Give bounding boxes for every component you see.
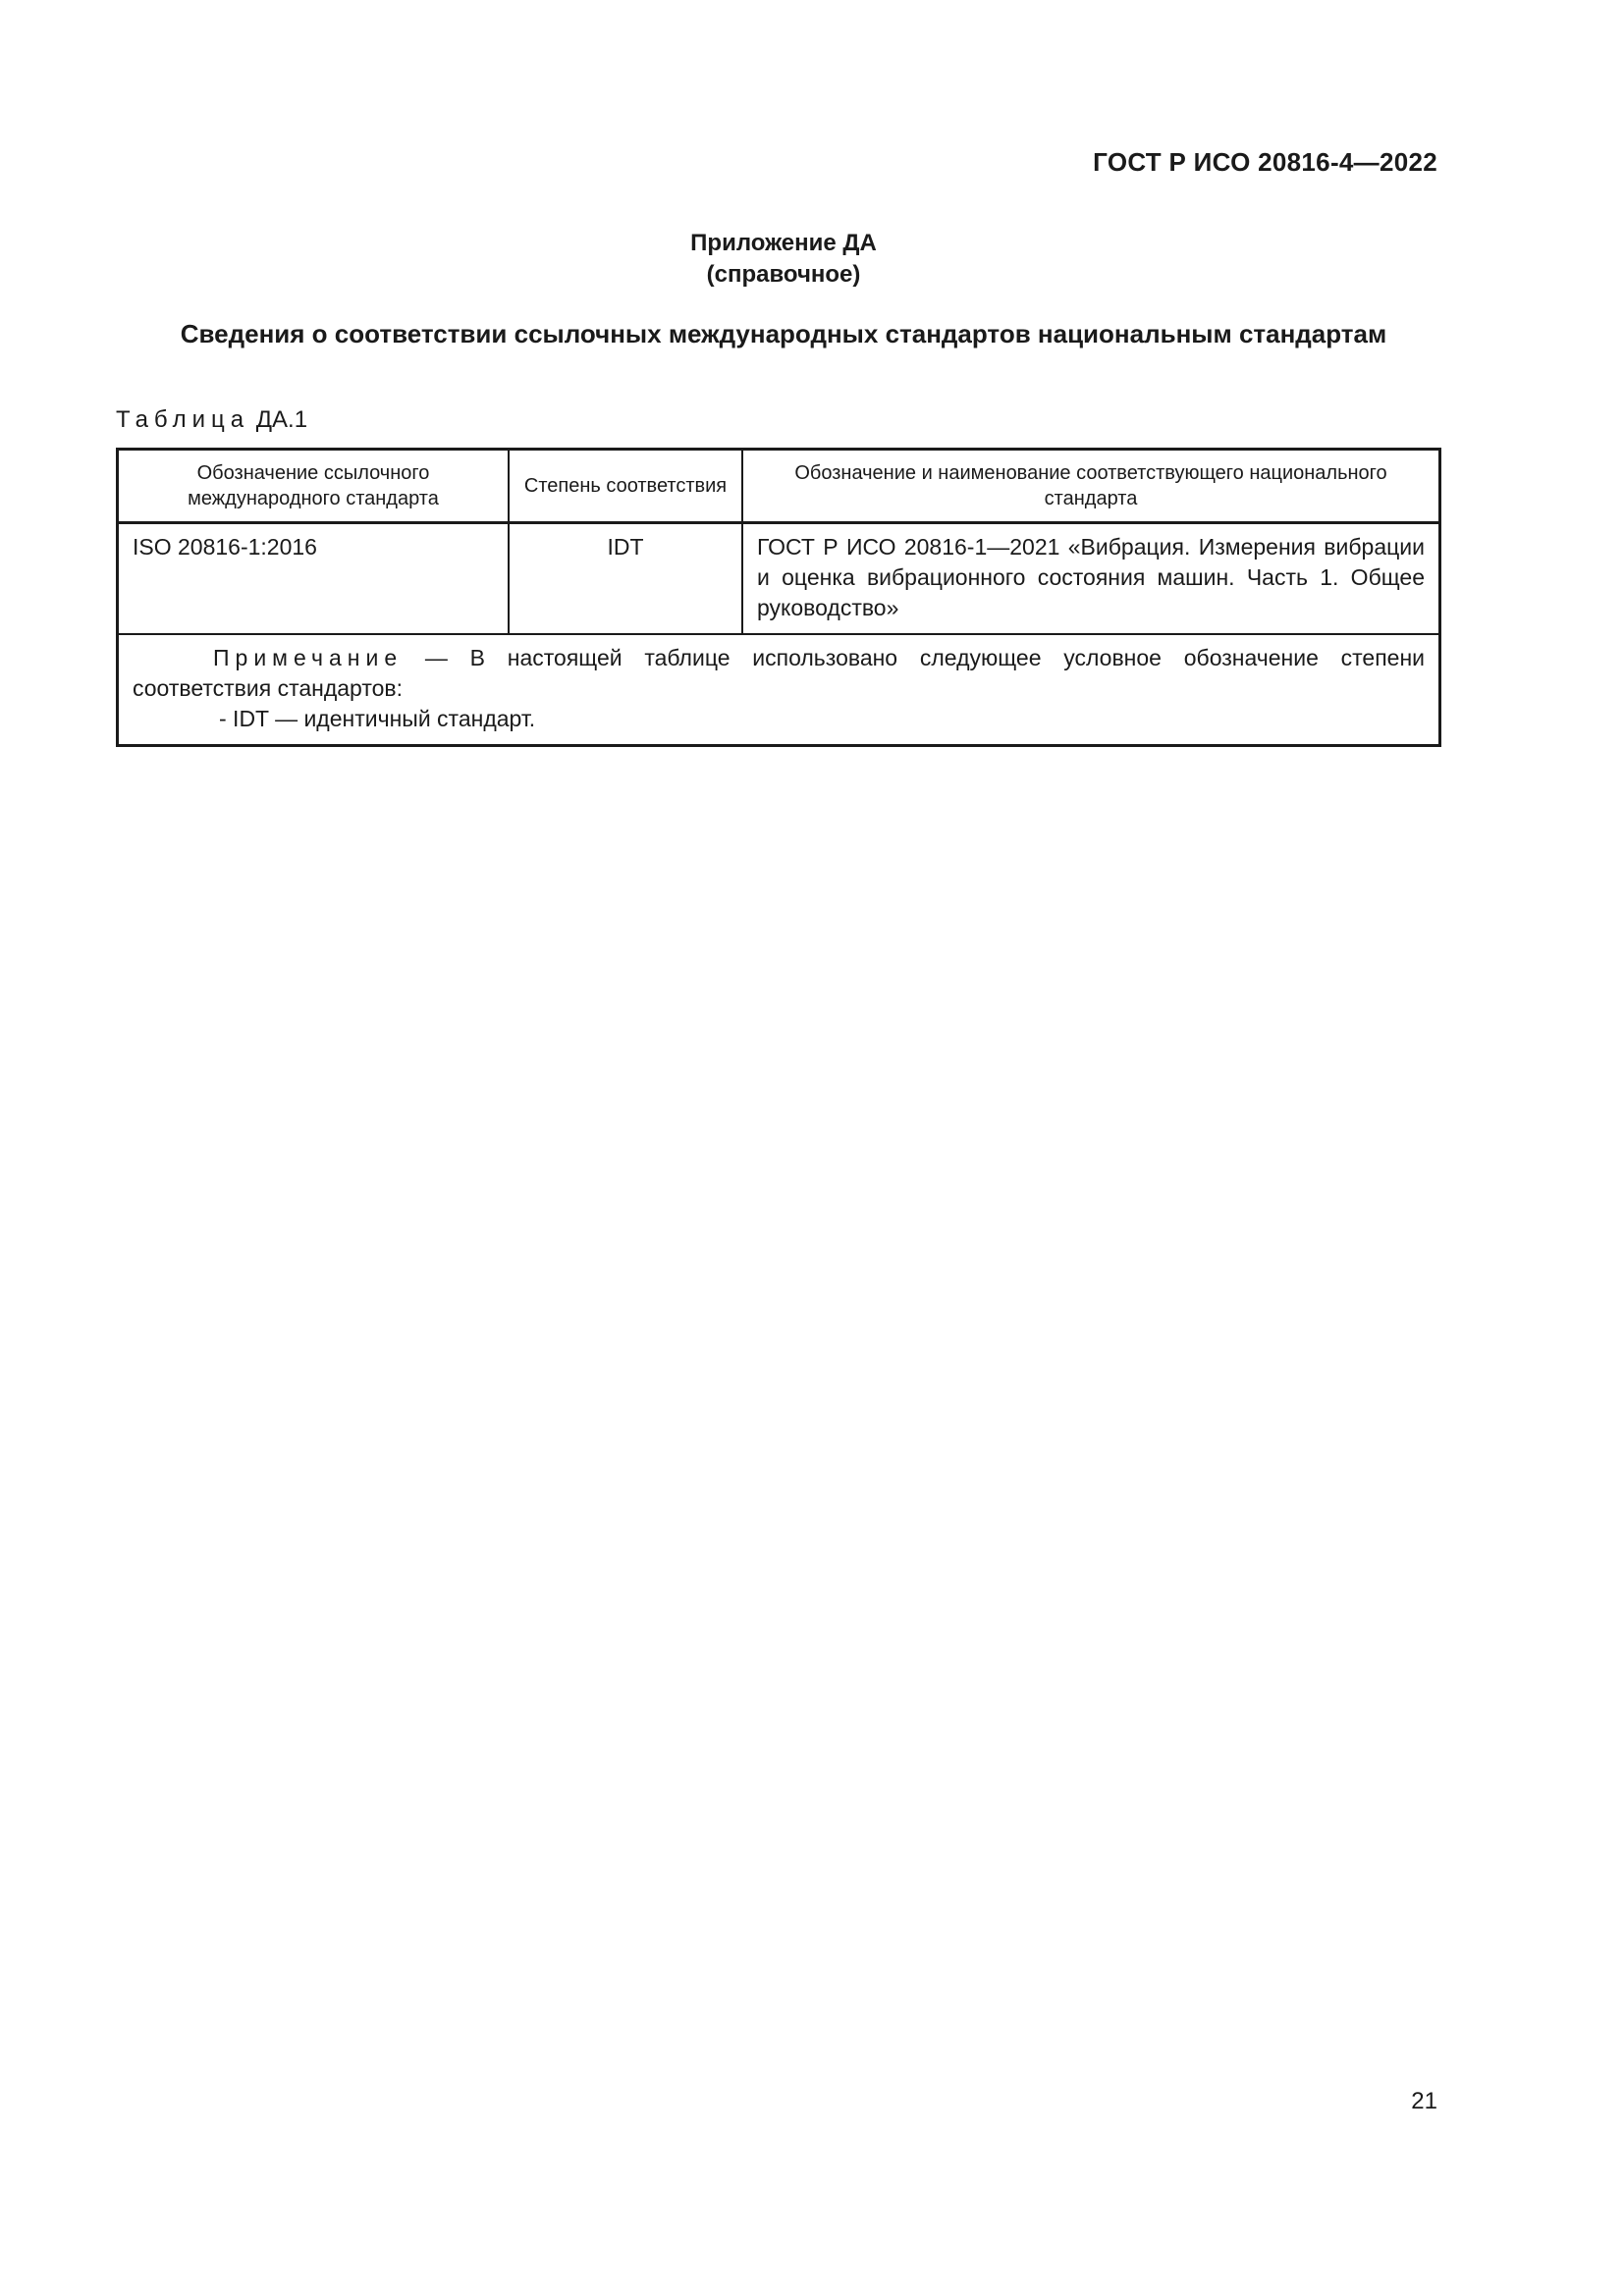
note-text-block xyxy=(133,643,1425,704)
table-note-row xyxy=(118,634,1440,746)
appendix-heading xyxy=(0,228,1567,291)
document-code: ГОСТ Р ИСО 20816-4—2022 xyxy=(1093,147,1437,177)
cell-degree: IDT xyxy=(509,523,742,635)
note-list-item: - IDT — идентичный стандарт. xyxy=(219,706,536,731)
cell-national-standard: ГОСТ Р ИСО 20816-1—2021 «Вибрация. Измерения вибрации и оценка вибрационного состояния машин. Часть 1. Общее руководство» xyxy=(742,523,1440,635)
column-header-national: Обозначение и наименование соответствующего национального стандарта xyxy=(742,450,1440,523)
table-caption-word: Таблица xyxy=(116,406,250,433)
column-header-degree: Степень соответствия xyxy=(509,450,742,523)
column-header-international: Обозначение ссылочного международного стандарта xyxy=(118,450,510,523)
table-caption xyxy=(116,406,307,434)
appendix-title: Приложение ДА xyxy=(690,230,877,256)
cell-international-standard: ISO 20816-1:2016 xyxy=(118,523,510,635)
note-text: — В настоящей таблице использовано следующее условное обозначение степени соответствия стандартов: xyxy=(133,645,1425,701)
reference-standards-table xyxy=(116,448,1441,747)
section-title: Сведения о соответствии ссылочных международных стандартов национальным стандартам xyxy=(180,319,1387,348)
page-number: 21 xyxy=(1411,2088,1437,2114)
note-label: Примечание xyxy=(213,645,404,670)
table-header-row xyxy=(118,450,1440,523)
table-note xyxy=(118,634,1440,746)
table-caption-number: ДА.1 xyxy=(255,406,308,433)
appendix-subtitle: (справочное) xyxy=(706,261,861,288)
table-row xyxy=(118,523,1440,635)
